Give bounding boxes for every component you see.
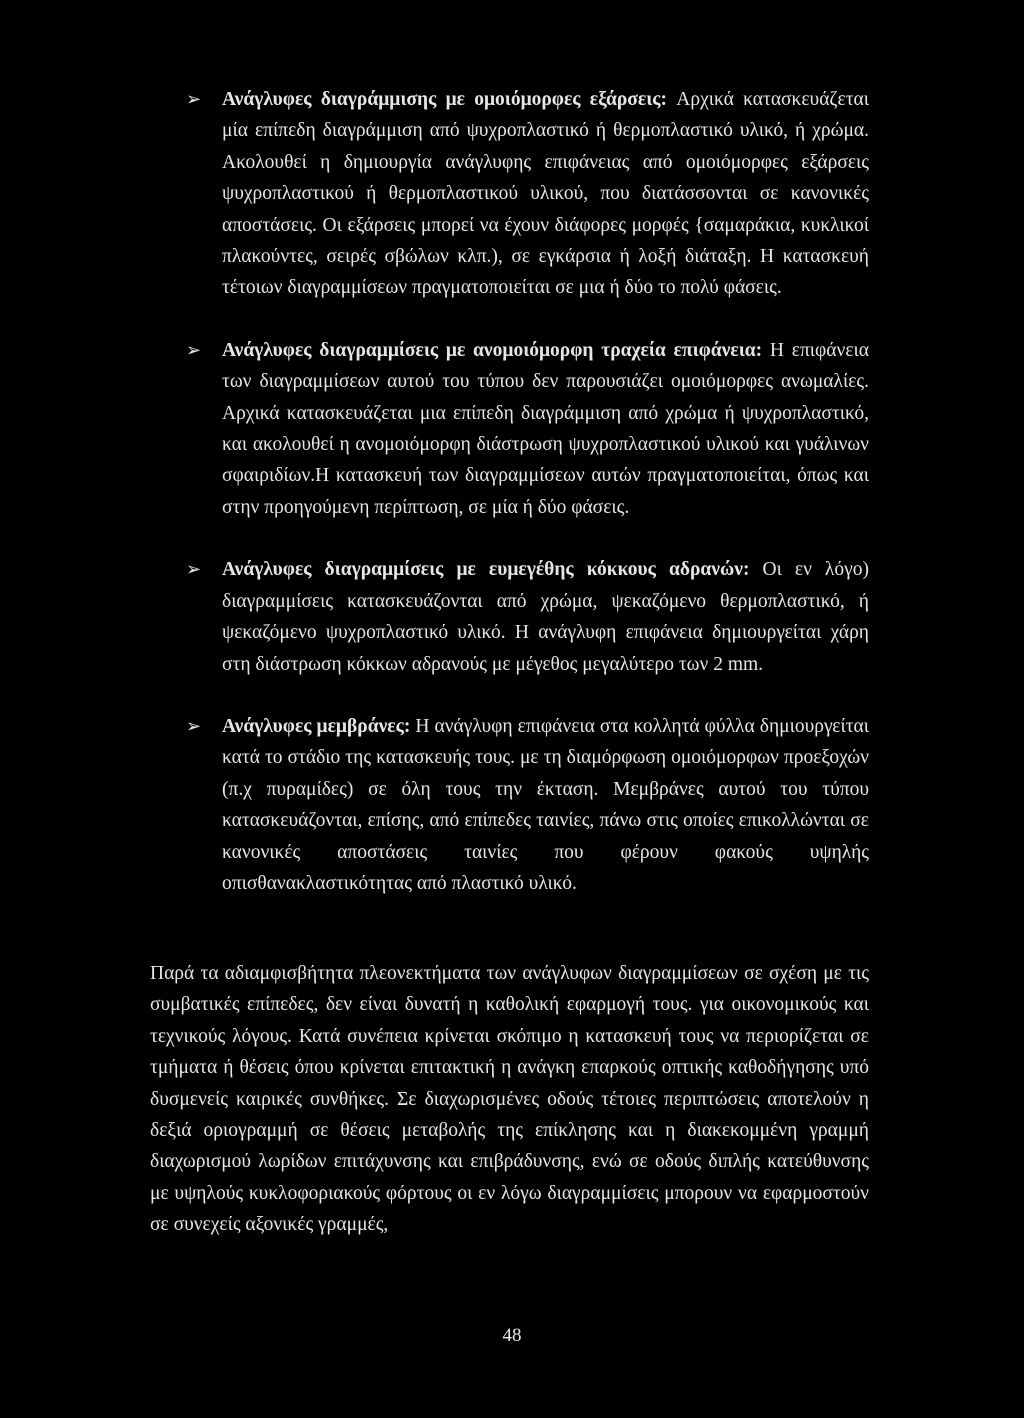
bullet-body: Οι εν λόγο) διαγραμμίσεις κατασκευάζονται από χρώμα, ψεκαζόμενο θερμοπλαστικό, ή ψεκαζόμενο ψυχροπλαστικό υλικό. Η ανάγλυφη επιφάνεια δημιουργείται χάρη στη διάστρωση κόκκων αδρανούς με μέγεθος μεγαλύτερο των 2 mm. [222,559,869,675]
bullet-item-rough-surface [186,335,869,523]
arrow-bullet-icon: ➢ [186,715,202,737]
bullet-item-coarse-aggregate [186,554,869,680]
closing-paragraph: Παρά τα αδιαμφισβήτητα πλεονεκτήματα των ανάγλυφων διαγραμμίσεων σε σχέση με τις συμβατικές επίπεδες, δεν είναι δυνατή η καθολική εφαρμογή τους. για οικονομικούς και τεχνικούς λόγους. Κατά συνέπεια κρίνεται σκόπιμο η κατασκευή τους να περιορίζεται σε τμήματα ή θέσεις όπου κρίνεται επιτακτική η ανάγκη επαρκούς οπτικής καθοδήγησης υπό δυσμενείς καιρικές συνθήκες. Σε διαχωρισμένες οδούς τέτοιες περιπτώσεις αποτελούν η δεξιά οριογραμμή σε θέσεις μεταβολής της επίκλησης και η διακεκομμένη γραμμή διαχωρισμού λωρίδων επιτάχυνσης και επιβράδυνσης, ενώ σε οδούς διπλής κατεύθυνσης με υψηλούς κυκλοφοριακούς φόρτους οι εν λόγω διαγραμμίσεις μπορουν να εφαρμοστούν σε συνεχείς αξονικές γραμμές, [150,963,869,1236]
arrow-bullet-icon: ➢ [186,89,202,110]
bullet-body: Η ανάγλυφη επιφάνεια στα κολλητά φύλλα δημιουργείται κατά το στάδιο της κατασκευής τους. με τη διαμόρφωση ομοιόμορφων προεξοχών (π.χ πυραμίδες) σε όλη τους την έκταση. Μεμβράνες αυτού του τύπου κατασκευάζονται, επίσης, από επίπεδες ταινίες, πάνω στις οποίες επικολλώνται σε κανονικές αποστάσεις ταινίες που φέρουν φακούς υψηλής οπισθανακλαστικότητας από πλαστικό υλικό. [222,715,869,894]
arrow-bullet-icon: ➢ [186,559,202,581]
bullet-title: Ανάγλυφες διαγράμμισης με ομοιόμορφες εξάρσεις: [222,89,677,110]
bullet-title: Ανάγλυφες διαγραμμίσεις με ανομοιόμορφη τραχεία επιφάνεια: [222,339,770,361]
bullet-title: Ανάγλυφες μεμβράνες: [222,715,416,737]
bullet-title: Ανάγλυφες διαγραμμίσεις με ευμεγέθης κόκκους αδρανών: [222,559,763,581]
bullet-item-uniform-protrusions [186,84,869,304]
bullet-list [186,84,869,930]
bullet-item-membranes [186,711,869,899]
bullet-body: Αρχικά κατασκευάζεται μία επίπεδη διαγράμμιση από ψυχροπλαστικό ή θερμοπλαστικό υλικό, ή χρώμα. Ακολουθεί η δημιουργία ανάγλυφης επιφάνειας από ομοιόμορφες εξάρσεις ψυχροπλαστικού ή θερμοπλαστικού υλικού, που διατάσσονται σε κανονικές αποστάσεις. Οι εξάρσεις μπορεί να έχουν διάφορες μορφές {σαμαράκια, κυκλικοί πλακούντες, σειρές σβώλων κλπ.), σε εγκάρσια ή λοξή διάταξη. Η κατασκευή τέτοιων διαγραμμίσεων πραγματοποιείται σε μια ή δύο το πολύ φάσεις. [222,89,869,299]
bullet-body: Η επιφάνεια των διαγραμμίσεων αυτού του τύπου δεν παρουσιάζει ομοιόμορφες ανωμαλίες. Αρχικά κατασκευάζεται μια επίπεδη διαγράμμιση από χρώμα ή ψυχροπλαστικό, και ακολουθεί η ανομοιόμορφη διάστρωση ψυχροπλαστικού υλικού και γυάλινων σφαιριδίων.Η κατασκευή των διαγραμμίσεων αυτών πραγματοποιείται, όπως και στην προηγούμενη περίπτωση, σε μία ή δύο φάσεις. [222,339,869,518]
page-number: 48 [502,1325,522,1346]
arrow-bullet-icon: ➢ [186,339,202,361]
